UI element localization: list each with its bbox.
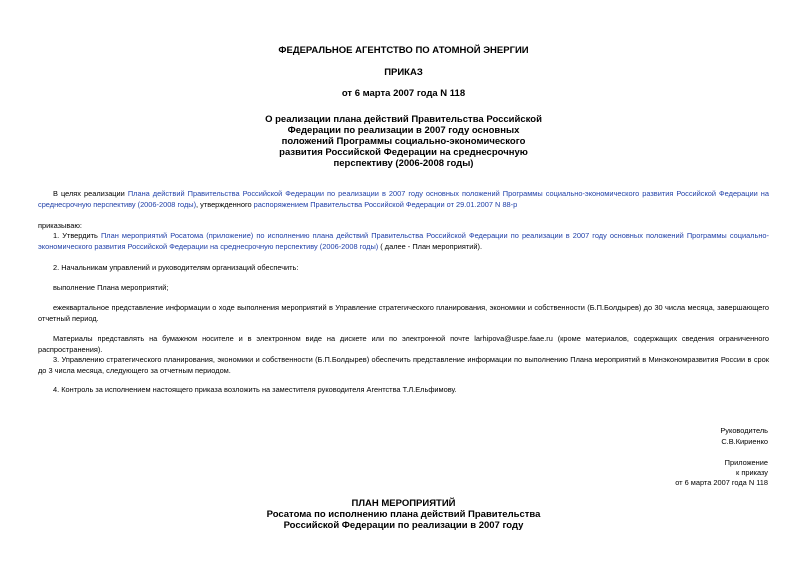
preamble-text-mid: , утвержденного: [196, 200, 254, 209]
quarterly-report-paragraph: ежеквартальное представление информации о ходе выполнения мероприятий в Управление стратегического планирования, экономики и собственности (Б.П.Болдырев) до 30 числа месяца, завершающего отчетный период.: [38, 303, 769, 323]
preamble-text-start: В целях реализации: [53, 189, 128, 198]
rosatom-plan-link[interactable]: План мероприятий Росатома (приложение) по исполнению плана действий Правительства Российской Федерации по реализации в 2007 году основных положений Программы социально-экономического развития Российской Федерации на среднесрочную перспективу (2006-2008 годы): [38, 231, 769, 251]
plan-execution-paragraph: выполнение Плана мероприятий;: [53, 283, 169, 292]
materials-paragraph: Материалы представлять на бумажном носителе и в электронном виде на дискете или по электронной почте larhipova@uspe.faae.ru (кроме материалов, содержащих сведения ограниченного распространения).: [38, 334, 769, 354]
order-title-line-2: Федерации по реализации в 2007 году основных: [287, 125, 520, 136]
plan-subheading-line-2: Российской Федерации по реализации в 2007 году: [283, 520, 524, 531]
appendix-label: Приложение: [724, 458, 768, 467]
agency-heading: ФЕДЕРАЛЬНОЕ АГЕНТСТВО ПО АТОМНОЙ ЭНЕРГИИ: [278, 45, 529, 56]
item-4-paragraph: 4. Контроль за исполнением настоящего приказа возложить на заместителя руководителя Агентства Т.Л.Ельфимову.: [53, 385, 457, 394]
order-title-line-3: положений Программы социально-экономического: [281, 136, 526, 147]
plan-heading: ПЛАН МЕРОПРИЯТИЙ: [351, 498, 456, 509]
order-title-line-5: перспективу (2006-2008 годы): [333, 158, 474, 169]
appendix-order-date: от 6 марта 2007 года N 118: [675, 478, 768, 487]
plan-subheading-line-1: Росатома по исполнению плана действий Правительства: [266, 509, 541, 520]
item-3-paragraph: 3. Управлению стратегического планирования, экономики и собственности (Б.П.Болдырев) обеспечить представление информации по выполнению Плана мероприятий в Минэкономразвития России в срок до 3 числа месяца, следующего за отчетным периодом.: [38, 355, 769, 375]
government-order-link[interactable]: распоряжением Правительства Российской Федерации от 29.01.2007 N 88-р: [253, 200, 518, 209]
item-1-text-end: ( далее - План мероприятий).: [378, 242, 483, 251]
signature-position: Руководитель: [720, 426, 768, 435]
appendix-to-order: к приказу: [736, 468, 768, 477]
order-date-heading: от 6 марта 2007 года N 118: [341, 88, 466, 99]
order-title-line-4: развития Российской Федерации на среднесрочную: [279, 147, 528, 158]
signature-name: С.В.Кириенко: [721, 437, 768, 446]
order-title-line-1: О реализации плана действий Правительства Российской: [265, 114, 542, 125]
order-word: приказываю:: [38, 221, 82, 230]
item-2-paragraph: 2. Начальникам управлений и руководителям организаций обеспечить:: [53, 263, 299, 272]
preamble-paragraph: [38, 188, 769, 210]
order-type-heading: ПРИКАЗ: [384, 67, 423, 78]
item-1-paragraph: [38, 230, 769, 252]
government-plan-link[interactable]: Плана действий Правительства Российской Федерации по реализации в 2007 году основных положений Программы социально-экономического развития Российской Федерации на среднесрочную перспективу (2006-2008 годы): [38, 189, 769, 209]
item-1-text-start: 1. Утвердить: [53, 231, 101, 240]
